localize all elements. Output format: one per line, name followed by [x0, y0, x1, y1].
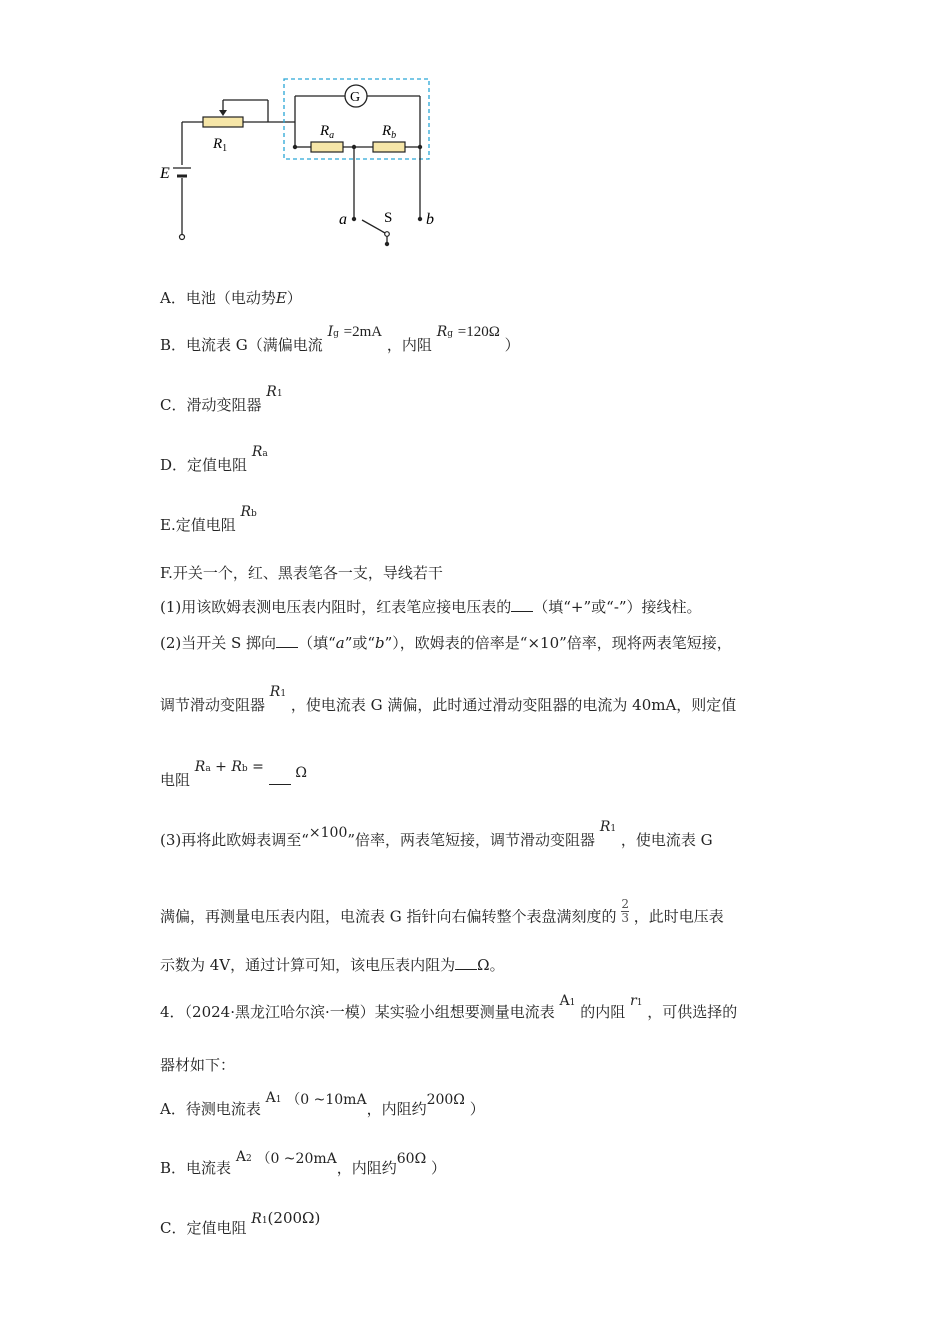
resistor-ra — [311, 142, 343, 152]
answer-blank-4 — [455, 955, 477, 970]
option-b-galvanometer: B．电流表 G（满偏电流 Ig =2mA ，内阻 Rg =120Ω ） — [160, 324, 520, 354]
terminal-a-label: a — [339, 211, 347, 228]
problem-4-option-b: B．电流表 A2 （0 ~20mA，内阻约60Ω ） — [160, 1149, 446, 1177]
problem-4-option-a: A．待测电流表 A1 （0 ~10mA，内阻约200Ω ） — [160, 1090, 485, 1118]
option-f-switch: F.开关一个，红、黑表笔各一支，导线若干 — [160, 564, 443, 582]
resistor-rb — [373, 142, 405, 152]
question-3-line-2: 满偏，再测量电压表内阻，电流表 G 指针向右偏转整个表盘满刻度的 $\frac{2}{3}$ ，此时电压表 — [160, 897, 724, 926]
rb-label: $R_b$ — [382, 123, 397, 141]
fraction-two-thirds: $\frac{2}{3}$ — [621, 897, 629, 925]
rheostat-r1 — [203, 117, 243, 127]
question-2-line-1: (2)当开关 S 掷向 （填“a”或“b”），欧姆表的倍率是“×10”倍率，现将两表笔短接， — [160, 634, 732, 652]
answer-blank-2 — [276, 633, 298, 648]
question-1: (1)用该欧姆表测电压表内阻时，红表笔应接电压表的 （填“+”或“-”）接线柱。 — [160, 598, 702, 616]
r1-label: $R_1$ — [213, 136, 228, 154]
problem-4-line-1: 4．（2024·黑龙江哈尔滨·一模）某实验小组想要测量电流表 A1 的内阻 r1 ，可供选择的 — [160, 993, 738, 1021]
problem-4-option-c: C．定值电阻 R1(200Ω) — [160, 1209, 321, 1237]
ra-label: $R_a$ — [320, 123, 335, 141]
question-3-line-1: (3)再将此欧姆表调至“×100”倍率，两表笔短接，调节滑动变阻器 R1 ，使电流表 G — [160, 819, 713, 849]
option-a-battery: A．电池（电动势E） — [160, 289, 302, 307]
option-e-resistor-rb: E.定值电阻 Rb — [160, 504, 257, 534]
question-2-line-3: 电阻 Ra + Rb = Ω — [160, 759, 308, 789]
question-2-line-2: 调节滑动变阻器 R1 ，使电流表 G 满偏，此时通过滑动变阻器的电流为 40mA，则定值 — [160, 684, 737, 714]
emf-label: E — [160, 165, 170, 182]
ohmmeter-circuit-diagram — [155, 70, 455, 260]
terminal-b-label: b — [426, 211, 434, 228]
answer-blank-3 — [269, 770, 291, 785]
option-c-rheostat: C．滑动变阻器 R1 — [160, 384, 283, 414]
switch-label: S — [384, 210, 393, 226]
galvanometer-label: G — [350, 90, 361, 105]
switch-s — [362, 220, 385, 233]
problem-4-line-2: 器材如下： — [160, 1056, 236, 1074]
question-3-line-3: 示数为 4V，通过计算可知，该电压表内阻为 Ω。 — [160, 956, 505, 974]
option-d-resistor-ra: D．定值电阻 Ra — [160, 444, 268, 474]
answer-blank-1 — [511, 597, 533, 612]
